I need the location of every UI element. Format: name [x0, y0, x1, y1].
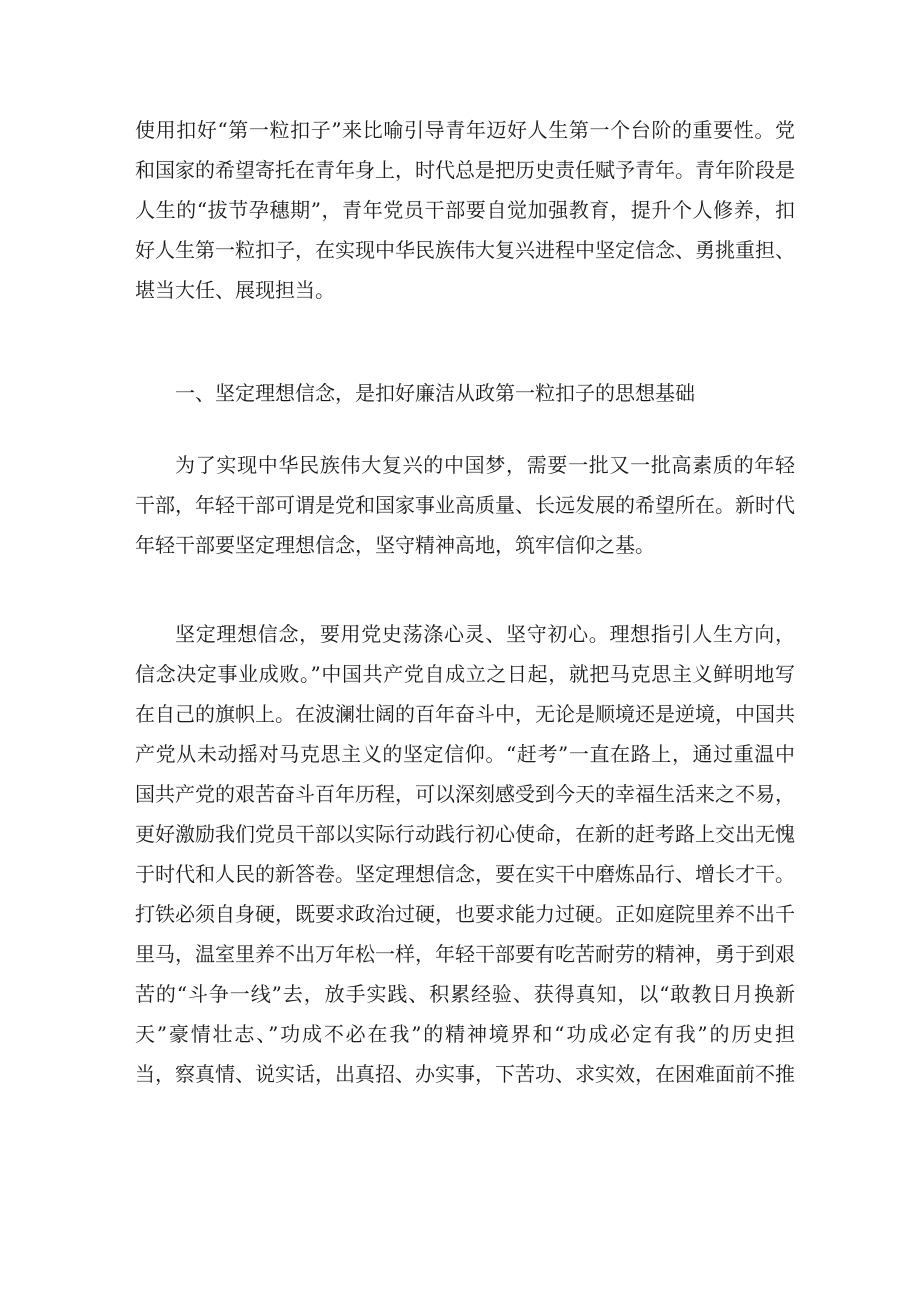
section-heading [135, 373, 795, 413]
text-line: 打铁必须自身硬，既要求政治过硬，也要求能力过硬。正如庭院里养不出千 [135, 902, 795, 926]
paragraph-intro [135, 110, 795, 310]
text-line: 使用扣好“第一粒扣子”来比喻引导青年迈好人生第一个台阶的重要性。党 [135, 118, 795, 142]
text-line: 干部，年轻干部可谓是党和国家事业高质量、长远发展的希望所在。新时代 [135, 493, 795, 517]
text-line: 产党从未动摇对马克思主义的坚定信仰。“赶考”一直在路上，通过重温中 [135, 742, 795, 766]
text-line: 堪当大任、展现担当。 [135, 278, 335, 302]
heading-text: 一、坚定理想信念，是扣好廉洁从政第一粒扣子的思想基础 [175, 381, 695, 405]
text-line: 在自己的旗帜上。在波澜壮阔的百年奋斗中，无论是顺境还是逆境，中国共 [135, 702, 795, 726]
text-line: 年轻干部要坚定理想信念，坚守精神高地，筑牢信仰之基。 [135, 533, 655, 557]
text-line: 和国家的希望寄托在青年身上，时代总是把历史责任赋予青年。青年阶段是 [135, 158, 795, 182]
text-line: 好人生第一粒扣子，在实现中华民族伟大复兴进程中坚定信念、勇挑重担、 [135, 238, 795, 262]
text-line: 坚定理想信念，要用党史荡涤心灵、坚守初心。理想指引人生方向， [175, 622, 795, 646]
text-line: 于时代和人民的新答卷。坚定理想信念，要在实干中磨炼品行、增长才干。 [135, 862, 795, 886]
paragraph-3 [135, 614, 795, 1094]
paragraph-2 [135, 445, 795, 565]
text-line: 更好激励我们党员干部以实际行动践行初心使命，在新的赶考路上交出无愧 [135, 822, 795, 846]
text-line: 苦的“斗争一线”去，放手实践、积累经验、获得真知，以“敢教日月换新 [135, 982, 795, 1006]
text-line: 国共产党的艰苦奋斗百年历程，可以深刻感受到今天的幸福生活来之不易， [135, 782, 795, 806]
text-line: 里马，温室里养不出万年松一样，年轻干部要有吃苦耐劳的精神，勇于到艰 [135, 942, 795, 966]
text-line: 人生的“拔节孕穗期”，青年党员干部要自觉加强教育，提升个人修养，扣 [135, 198, 795, 222]
text-line: 为了实现中华民族伟大复兴的中国梦，需要一批又一批高素质的年轻 [175, 453, 795, 477]
text-line: 信念决定事业成败。”中国共产党自成立之日起，就把马克思主义鲜明地写 [135, 662, 795, 686]
text-line: 当，察真情、说实话，出真招、办实事，下苦功、求实效，在困难面前不推 [135, 1062, 795, 1086]
text-line: 天”豪情壮志、”功成不必在我”的精神境界和“功成必定有我”的历史担 [135, 1022, 795, 1046]
